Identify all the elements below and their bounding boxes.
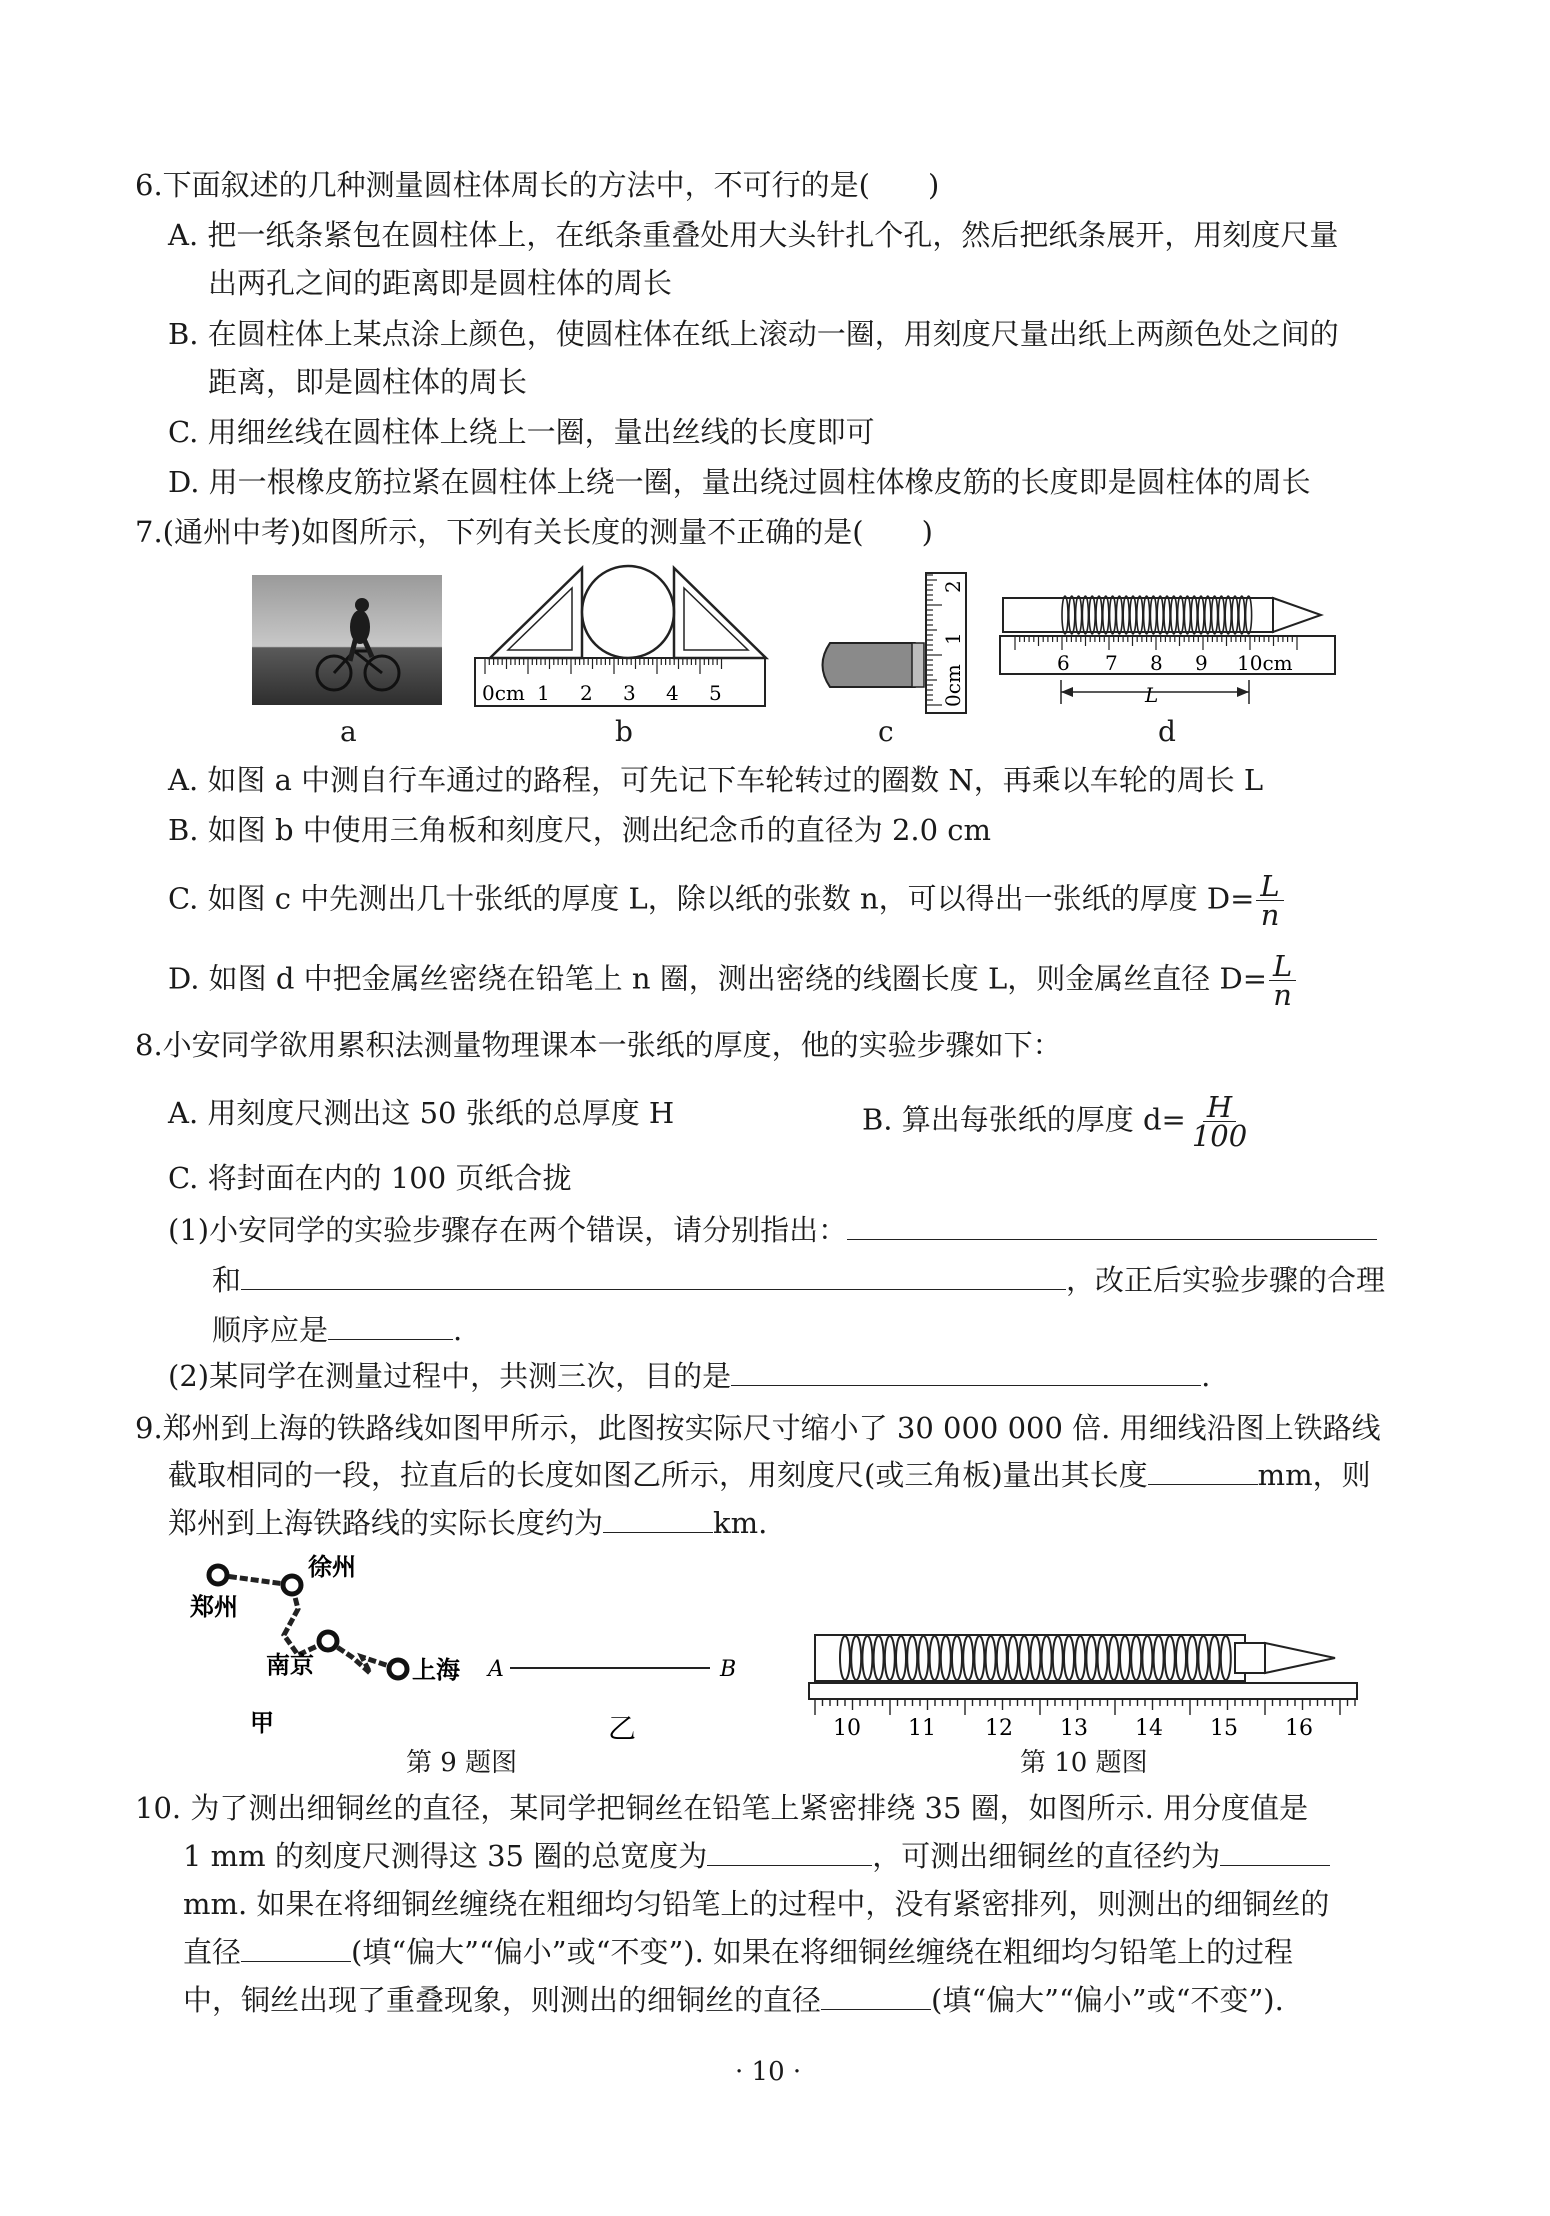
q6-option-b-line2: 距离，即是圆柱体的周长 bbox=[208, 365, 528, 399]
q9-distance-unit: km. bbox=[713, 1506, 768, 1540]
q8-step-b-fraction bbox=[1188, 1090, 1251, 1153]
fig-d-coil-measurement bbox=[995, 570, 1340, 710]
fraction-denominator: n bbox=[1260, 898, 1280, 932]
q6-stem: 6.下面叙述的几种测量圆柱体周长的方法中，不可行的是( ) bbox=[135, 168, 940, 202]
city-shanghai: 上海 bbox=[412, 1655, 460, 1684]
q6-option-c: C. 用细丝线在圆柱体上绕上一圈，量出丝线的长度即可 bbox=[168, 415, 875, 449]
q9-line1: 9.郑州到上海的铁路线如图甲所示，此图按实际尺寸缩小了 30 000 000 倍. 用细线沿图上铁路线 bbox=[135, 1411, 1381, 1445]
q7-option-c bbox=[168, 869, 1284, 932]
q10-line5 bbox=[183, 1980, 1284, 2020]
q8-order-prompt: 顺序应是 bbox=[212, 1313, 329, 1347]
q8-part1-line3 bbox=[212, 1310, 462, 1350]
q8-part1-tail: ，改正后实验步骤的合理 bbox=[1066, 1263, 1386, 1297]
fig-c-tick-label-0: 0cm bbox=[941, 664, 965, 707]
q8-error1-blank[interactable] bbox=[847, 1211, 1377, 1240]
q10-line2 bbox=[183, 1836, 1330, 1876]
station-zhengzhou bbox=[209, 1566, 227, 1584]
q9-line2 bbox=[168, 1455, 1371, 1495]
fig-d-tick-label-9: 9 bbox=[1195, 651, 1208, 675]
q10-tick-label-11: 11 bbox=[908, 1716, 936, 1741]
q10-line5-tail: (填“偏大”“偏小”或“不变”). bbox=[931, 1983, 1284, 2017]
fig-b-tick-label-4: 4 bbox=[666, 681, 679, 705]
fig-b-tick-label-1: 1 bbox=[537, 681, 550, 705]
q10-line2-text: 1 mm 的刻度尺测得这 35 圈的总宽度为 bbox=[183, 1839, 708, 1873]
q8-step-b bbox=[862, 1090, 1251, 1153]
q9-line2-text: 截取相同的一段，拉直后的长度如图乙所示，用刻度尺(或三角板)量出其长度 bbox=[168, 1458, 1148, 1492]
q7-option-d-text: D. 如图 d 中把金属丝密绕在铅笔上 n 圈，测出密绕的线圈长度 L，则金属丝直径 D= bbox=[168, 961, 1268, 996]
q8-error2-blank[interactable] bbox=[241, 1261, 1066, 1290]
q10-line3: mm. 如果在将细铜丝缠绕在粗细均匀铅笔上的过程中，没有紧密排列，则测出的细铜丝的 bbox=[183, 1887, 1330, 1921]
fraction-numerator: L bbox=[1256, 872, 1283, 901]
q8-step-a: A. 用刻度尺测出这 50 张纸的总厚度 H bbox=[168, 1096, 675, 1130]
fig-label-d: d bbox=[1158, 715, 1176, 748]
q9-distance-blank[interactable] bbox=[603, 1504, 713, 1533]
station-xuzhou bbox=[283, 1576, 301, 1594]
q7-option-c-text: C. 如图 c 中先测出几十张纸的厚度 L，除以纸的张数 n，可以得出一张纸的厚度 D= bbox=[168, 881, 1255, 916]
label-B: B bbox=[720, 1657, 737, 1682]
fig-b-tick-label-5: 5 bbox=[709, 681, 722, 705]
q8-purpose-blank[interactable] bbox=[731, 1357, 1201, 1386]
q6-option-a-line1: A. 把一纸条紧包在圆柱体上，在纸条重叠处用大头针扎个孔，然后把纸条展开，用刻度尺量 bbox=[168, 218, 1339, 252]
fig-d-length-L: L bbox=[1145, 683, 1159, 707]
fig-d-tick-label-7: 7 bbox=[1105, 651, 1118, 675]
q9-length-unit: mm，则 bbox=[1257, 1458, 1371, 1492]
fig-b-tick-label-0: 0cm bbox=[482, 681, 525, 705]
fig-b-tick-label-2: 2 bbox=[580, 681, 593, 705]
q9-caption: 第 9 题图 bbox=[406, 1748, 518, 1778]
q10-line4 bbox=[183, 1932, 1293, 1972]
station-nanjing bbox=[319, 1632, 337, 1650]
q8-part1-line2 bbox=[212, 1260, 1385, 1300]
fig-c-tick-label-2: 2 bbox=[941, 580, 965, 593]
q8-part1-prompt: (1)小安同学的实验步骤存在两个错误，请分别指出： bbox=[168, 1213, 848, 1247]
fig-d-tick-label-8: 8 bbox=[1150, 651, 1163, 675]
q9-line3 bbox=[168, 1503, 767, 1543]
fig-b-tick-label-3: 3 bbox=[623, 681, 636, 705]
q10-tick-label-14: 14 bbox=[1135, 1716, 1163, 1741]
q8-stem: 8.小安同学欲用累积法测量物理课本一张纸的厚度，他的实验步骤如下： bbox=[135, 1028, 1062, 1062]
q10-line4-tail: (填“偏大”“偏小”或“不变”). 如果在将细铜丝缠绕在粗细均匀铅笔上的过程 bbox=[351, 1935, 1294, 1969]
q10-ruler-ticks bbox=[815, 1699, 1355, 1715]
fig-label-b: b bbox=[615, 715, 633, 748]
fig-b-coin-measurement bbox=[470, 560, 770, 710]
q10-diameter-blank[interactable] bbox=[1220, 1837, 1330, 1866]
q10-loose-result-blank[interactable] bbox=[241, 1933, 351, 1962]
q10-line4-text: 直径 bbox=[183, 1935, 242, 1969]
q8-order-blank[interactable] bbox=[328, 1311, 453, 1340]
q8-part2-prompt: (2)某同学在测量过程中，共测三次，目的是 bbox=[168, 1359, 732, 1393]
q9-length-blank[interactable] bbox=[1148, 1456, 1258, 1485]
q10-ruler-labels bbox=[833, 1716, 1313, 1741]
fraction-denominator: 100 bbox=[1191, 1119, 1248, 1153]
q10-line1: 10. 为了测出细铜丝的直径，某同学把铜丝在铅笔上紧密排绕 35 圈，如图所示. 用分度值是 bbox=[135, 1791, 1309, 1825]
q8-step-b-text: B. 算出每张纸的厚度 d= bbox=[862, 1102, 1186, 1137]
fraction-numerator: H bbox=[1203, 1093, 1236, 1122]
q7-option-b: B. 如图 b 中使用三角板和刻度尺，测出纪念币的直径为 2.0 cm bbox=[168, 813, 992, 847]
q10-tick-label-12: 12 bbox=[985, 1716, 1013, 1741]
q10-tick-label-10: 10 bbox=[833, 1716, 861, 1741]
q8-part2 bbox=[168, 1356, 1210, 1396]
q7-option-a: A. 如图 a 中测自行车通过的路程，可先记下车轮转过的圈数 N，再乘以车轮的周长 L bbox=[168, 763, 1264, 797]
fig-c-cylinder-measurement bbox=[800, 565, 980, 715]
cyclist-photo bbox=[252, 575, 442, 705]
label-jia: 甲 bbox=[250, 1708, 274, 1737]
city-zhengzhou: 郑州 bbox=[190, 1592, 238, 1621]
fraction-numerator: L bbox=[1269, 952, 1296, 981]
q7-stem: 7.(通州中考)如图所示，下列有关长度的测量不正确的是( ) bbox=[135, 515, 933, 549]
fig-label-c: c bbox=[878, 715, 894, 748]
q7-option-d bbox=[168, 949, 1296, 1012]
fig-d-tick-label-10: 10cm bbox=[1237, 651, 1293, 675]
q6-option-d: D. 用一根橡皮筋拉紧在圆柱体上绕一圈，量出绕过圆柱体橡皮筋的长度即是圆柱体的周长 bbox=[168, 465, 1311, 499]
q8-step-c: C. 将封面在内的 100 页纸合拢 bbox=[168, 1161, 572, 1195]
q10-tick-label-13: 13 bbox=[1060, 1716, 1088, 1741]
q8-order-end: . bbox=[453, 1313, 463, 1347]
fraction-denominator: n bbox=[1273, 978, 1292, 1012]
q10-figure bbox=[805, 1625, 1365, 1745]
q9-figure bbox=[180, 1545, 770, 1775]
page-number: · 10 · bbox=[735, 2057, 802, 2087]
city-xuzhou: 徐州 bbox=[308, 1552, 356, 1581]
city-nanjing: 南京 bbox=[266, 1650, 314, 1679]
q10-caption: 第 10 题图 bbox=[1020, 1748, 1148, 1778]
q8-part1-line1 bbox=[168, 1210, 1377, 1250]
label-yi: 乙 bbox=[608, 1712, 637, 1745]
station-shanghai bbox=[389, 1660, 407, 1678]
q6-option-b-line1: B. 在圆柱体上某点涂上颜色，使圆柱体在纸上滚动一圈，用刻度尺量出纸上两颜色处之间的 bbox=[168, 317, 1339, 351]
q10-total-width-blank[interactable] bbox=[707, 1837, 872, 1866]
q7-option-d-fraction bbox=[1269, 949, 1296, 1012]
fig-c-tick-label-1: 1 bbox=[941, 632, 965, 645]
q10-tick-label-16: 16 bbox=[1285, 1716, 1313, 1741]
q10-line2-tail: ，可测出细铜丝的直径约为 bbox=[872, 1839, 1221, 1873]
q7-option-c-fraction bbox=[1256, 869, 1283, 932]
q10-overlap-result-blank[interactable] bbox=[821, 1981, 931, 2010]
q6-option-a-line2: 出两孔之间的距离即是圆柱体的周长 bbox=[208, 266, 673, 300]
q10-line5-text: 中，铜丝出现了重叠现象，则测出的细铜丝的直径 bbox=[183, 1983, 822, 2017]
q8-part2-end: . bbox=[1201, 1359, 1211, 1393]
label-A: A bbox=[488, 1657, 504, 1682]
q8-and-text: 和 bbox=[212, 1263, 242, 1297]
q10-tick-label-15: 15 bbox=[1210, 1716, 1238, 1741]
fig-d-tick-label-6: 6 bbox=[1057, 651, 1070, 675]
q9-line3-text: 郑州到上海铁路线的实际长度约为 bbox=[168, 1506, 604, 1540]
fig-label-a: a bbox=[340, 715, 357, 748]
